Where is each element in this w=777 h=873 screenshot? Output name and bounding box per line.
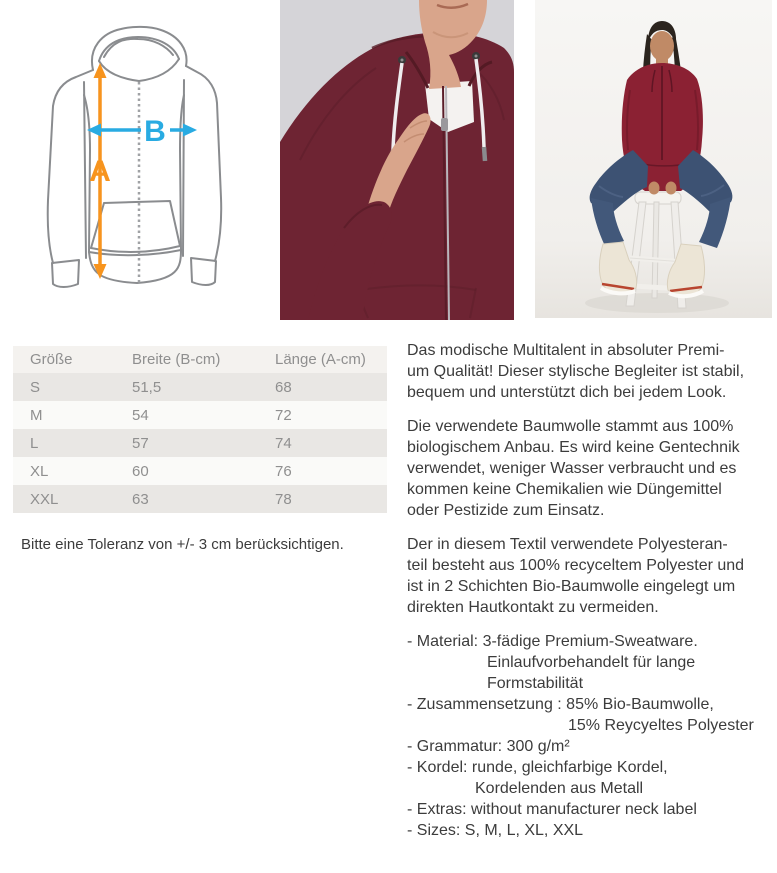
size-table-cell: 57 xyxy=(115,429,258,457)
description-paragraph xyxy=(407,534,777,618)
size-table-cell: 54 xyxy=(115,401,258,429)
length-label: A xyxy=(89,155,111,188)
product-description xyxy=(407,340,777,841)
width-label: B xyxy=(144,115,166,148)
description-line: Die verwendete Baumwolle stammt aus 100% xyxy=(407,418,734,435)
spec-line: 15% Reycyeltes Polyester xyxy=(568,717,754,734)
model-fullbody-photo xyxy=(535,0,772,318)
description-line: teil besteht aus 100% recyceltem Polyester und xyxy=(407,557,745,574)
closeup-illustration xyxy=(280,0,514,320)
size-table-cell: 78 xyxy=(258,485,387,513)
size-table-cell: 74 xyxy=(258,429,387,457)
description-paragraph xyxy=(407,416,777,521)
col-header-width: Breite (B-cm) xyxy=(115,346,258,373)
size-table-cell: 68 xyxy=(258,373,387,401)
description-line: verwendet, weniger Wasser verbraucht und es xyxy=(407,460,737,477)
size-table-cell: XXL xyxy=(13,485,115,513)
hoodie-outline-drawing xyxy=(0,0,272,320)
size-table-cell: M xyxy=(13,401,115,429)
description-line: Das modische Multitalent in absoluter Premi- xyxy=(407,342,725,359)
col-header-size: Größe xyxy=(13,346,115,373)
spec-line: - Kordel: runde, gleichfarbige Kordel, xyxy=(407,759,668,776)
size-table-cell: S xyxy=(13,373,115,401)
hoodie-measurement-diagram xyxy=(0,0,272,320)
col-header-length: Länge (A-cm) xyxy=(258,346,387,373)
spec-line: - Material: 3-fädige Premium-Sweatware. xyxy=(407,633,698,650)
description-line: um Qualität! Dieser stylische Begleiter ist stabil, xyxy=(407,363,745,380)
description-line: kommen keine Chemikalien wie Düngemittel xyxy=(407,481,722,498)
description-line: biologischem Anbau. Es wird keine Gentechnik xyxy=(407,439,740,456)
description-line: oder Pestizide zum Einsatz. xyxy=(407,502,605,519)
fullbody-illustration xyxy=(535,0,772,318)
size-table-cell: 51,5 xyxy=(115,373,258,401)
model-closeup-photo xyxy=(280,0,514,320)
size-table-body xyxy=(13,373,387,513)
size-table-cell: XL xyxy=(13,457,115,485)
tolerance-note: Bitte eine Toleranz von +/- 3 cm berücksichtigen. xyxy=(21,536,344,553)
size-table-row xyxy=(13,485,387,513)
spec-line: - Grammatur: 300 g/m² xyxy=(407,738,570,755)
size-table-header-row xyxy=(13,346,387,373)
spec-line: Einlaufvorbehandelt für lange xyxy=(487,654,696,671)
description-line: bequem und unterstützt dich bei jedem Look. xyxy=(407,384,727,401)
spec-line: - Sizes: S, M, L, XL, XXL xyxy=(407,822,584,839)
size-table-row xyxy=(13,429,387,457)
size-table-cell: 72 xyxy=(258,401,387,429)
size-table-cell: 60 xyxy=(115,457,258,485)
size-table-row xyxy=(13,373,387,401)
size-table-cell: 63 xyxy=(115,485,258,513)
description-line: direkten Hautkontakt zu vermeiden. xyxy=(407,599,659,616)
description-paragraphs xyxy=(407,340,777,618)
size-table-cell: 76 xyxy=(258,457,387,485)
description-line: Der in diesem Textil verwendete Polyesteran- xyxy=(407,536,728,553)
spec-line: - Zusammensetzung : 85% Bio-Baumwolle, xyxy=(407,696,714,713)
size-table-row xyxy=(13,401,387,429)
description-line: ist in 2 Schichten Bio-Baumwolle eingelegt um xyxy=(407,578,736,595)
spec-line: Kordelenden aus Metall xyxy=(475,780,644,797)
size-table-cell: L xyxy=(13,429,115,457)
size-table-row xyxy=(13,457,387,485)
size-table xyxy=(13,346,387,513)
spec-line: Formstabilität xyxy=(487,675,584,692)
description-paragraph xyxy=(407,340,777,403)
spec-list xyxy=(407,631,777,841)
spec-line: - Extras: without manufacturer neck label xyxy=(407,801,697,818)
